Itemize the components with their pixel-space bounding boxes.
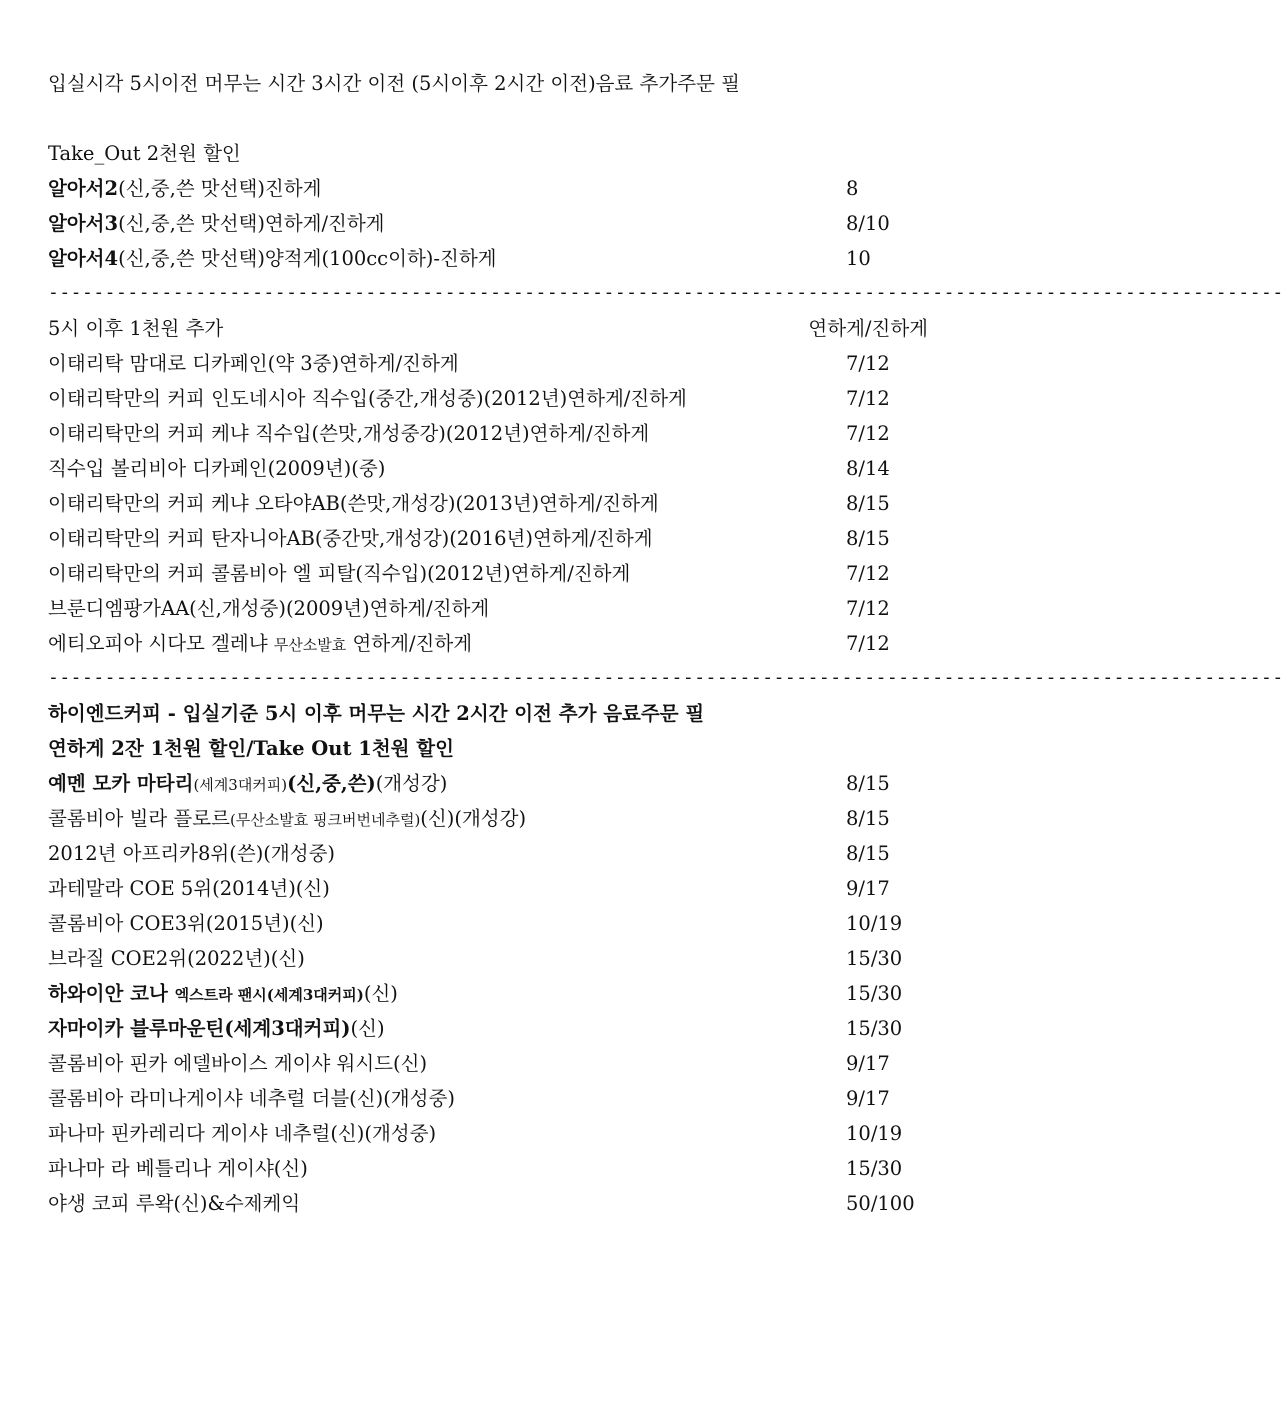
after5-header: 5시 이후 1천원 추가 연하게/진하게: [48, 311, 928, 346]
menu-item: 예멘 모카 마타리(세계3대커피)(신,중,쓴)(개성강) 8/15: [48, 766, 928, 801]
menu-item: 파나마 핀카레리다 게이샤 네추럴(신)(개성중) 10/19: [48, 1116, 928, 1151]
item-name-bold: 알아서2: [48, 177, 119, 200]
menu-item: [48, 171, 928, 206]
item-price: 50/100: [846, 1192, 915, 1215]
item-price: 10/19: [846, 1122, 903, 1145]
menu-item: 하와이안 코나 엑스트라 팬시(세계3대커피)(신) 15/30: [48, 976, 928, 1011]
menu-item: 이태리탁 맘대로 디카페인(약 3중)연하게/진하게 7/12: [48, 346, 928, 381]
item-name-rest: (신,중,쓴 맛선택)연하게/진하게: [118, 212, 385, 235]
menu-item: 파나마 라 베틀리나 게이샤(신) 15/30: [48, 1151, 928, 1186]
menu-item: 과테말라 COE 5위(2014년)(신) 9/17: [48, 871, 928, 906]
item-price: 9/17: [846, 1052, 890, 1075]
item-name-rest: (신,중,쓴 맛선택)양적게(100cc이하)-진하게: [118, 247, 497, 270]
menu-item: 2012년 아프리카8위(쓴)(개성중) 8/15: [48, 836, 928, 871]
item-name-bold: 알아서3: [48, 212, 119, 235]
after5-header-right: 연하게/진하게: [808, 317, 928, 340]
highend-subheader: 연하게 2잔 1천원 할인/Take Out 1천원 할인: [48, 737, 454, 760]
item-price: 7/12: [846, 597, 890, 620]
item-price: 7/12: [846, 352, 890, 375]
menu-item: 에티오피아 시다모 겔레냐 무산소발효 연하게/진하게 7/12: [48, 626, 928, 661]
menu-item: 콜롬비아 라미나게이샤 네추럴 더블(신)(개성중) 9/17: [48, 1081, 928, 1116]
menu-item: 브라질 COE2위(2022년)(신) 15/30: [48, 941, 928, 976]
item-price: 9/17: [846, 1087, 890, 1110]
menu-item: 야생 코피 루왁(신)&수제케익 50/100: [48, 1186, 928, 1221]
menu-item: 이태리탁만의 커피 탄자니아AB(중간맛,개성강)(2016년)연하게/진하게 8/15: [48, 521, 928, 556]
item-price: 7/12: [846, 422, 890, 445]
menu-item: 이태리탁만의 커피 케냐 직수입(쓴맛,개성중강)(2012년)연하게/진하게 7/12: [48, 416, 928, 451]
item-price: 8/15: [846, 527, 890, 550]
notice-text: 입실시각 5시이전 머무는 시간 3시간 이전 (5시이후 2시간 이전)음료 추가주문 필: [48, 72, 740, 95]
item-price: 8/15: [846, 492, 890, 515]
item-price: 7/12: [846, 562, 890, 585]
item-price: 15/30: [846, 947, 903, 970]
item-price: 8: [846, 177, 859, 200]
menu-item: 이태리탁만의 커피 케냐 오타야AB(쓴맛,개성강)(2013년)연하게/진하게 8/15: [48, 486, 928, 521]
item-price: 15/30: [846, 982, 903, 1005]
menu-item: 콜롬비아 핀카 에델바이스 게이샤 워시드(신) 9/17: [48, 1046, 928, 1081]
item-price: 8/15: [846, 807, 890, 830]
divider: -------------------------------------------------------------------------------------------------------------: [48, 667, 1284, 688]
menu-item: 이태리탁만의 커피 인도네시아 직수입(중간,개성중)(2012년)연하게/진하게 7/12: [48, 381, 928, 416]
item-price: 8/14: [846, 457, 890, 480]
menu-item: 직수입 볼리비아 디카페인(2009년)(중) 8/14: [48, 451, 928, 486]
item-price: 8/10: [846, 212, 890, 235]
divider: -------------------------------------------------------------------------------------------------------------: [48, 282, 1284, 303]
menu-item: 이태리탁만의 커피 콜롬비아 엘 피탈(직수입)(2012년)연하게/진하게 7/12: [48, 556, 928, 591]
item-price: 15/30: [846, 1157, 903, 1180]
menu-item: [48, 241, 928, 276]
item-price: 8/15: [846, 772, 890, 795]
item-price: 10/19: [846, 912, 903, 935]
item-name-rest: (신,중,쓴 맛선택)진하게: [118, 177, 322, 200]
item-price: 15/30: [846, 1017, 903, 1040]
item-name-bold: 알아서4: [48, 247, 119, 270]
highend-header: 하이엔드커피 - 입실기준 5시 이후 머무는 시간 2시간 이전 추가 음료주문 필: [48, 702, 705, 725]
item-price: 7/12: [846, 387, 890, 410]
item-price: 10: [846, 247, 871, 270]
item-price: 9/17: [846, 877, 890, 900]
menu-item: 콜롬비아 빌라 플로르(무산소발효 핑크버번네추럴)(신)(개성강) 8/15: [48, 801, 928, 836]
item-price: 8/15: [846, 842, 890, 865]
menu-item: 콜롬비아 COE3위(2015년)(신) 10/19: [48, 906, 928, 941]
menu-item: [48, 206, 928, 241]
menu-item: 자마이카 블루마운틴(세계3대커피)(신) 15/30: [48, 1011, 928, 1046]
menu-item: 브룬디엠팡가AA(신,개성중)(2009년)연하게/진하게 7/12: [48, 591, 928, 626]
item-price: 7/12: [846, 632, 890, 655]
takeout-header: Take_Out 2천원 할인: [48, 142, 241, 165]
